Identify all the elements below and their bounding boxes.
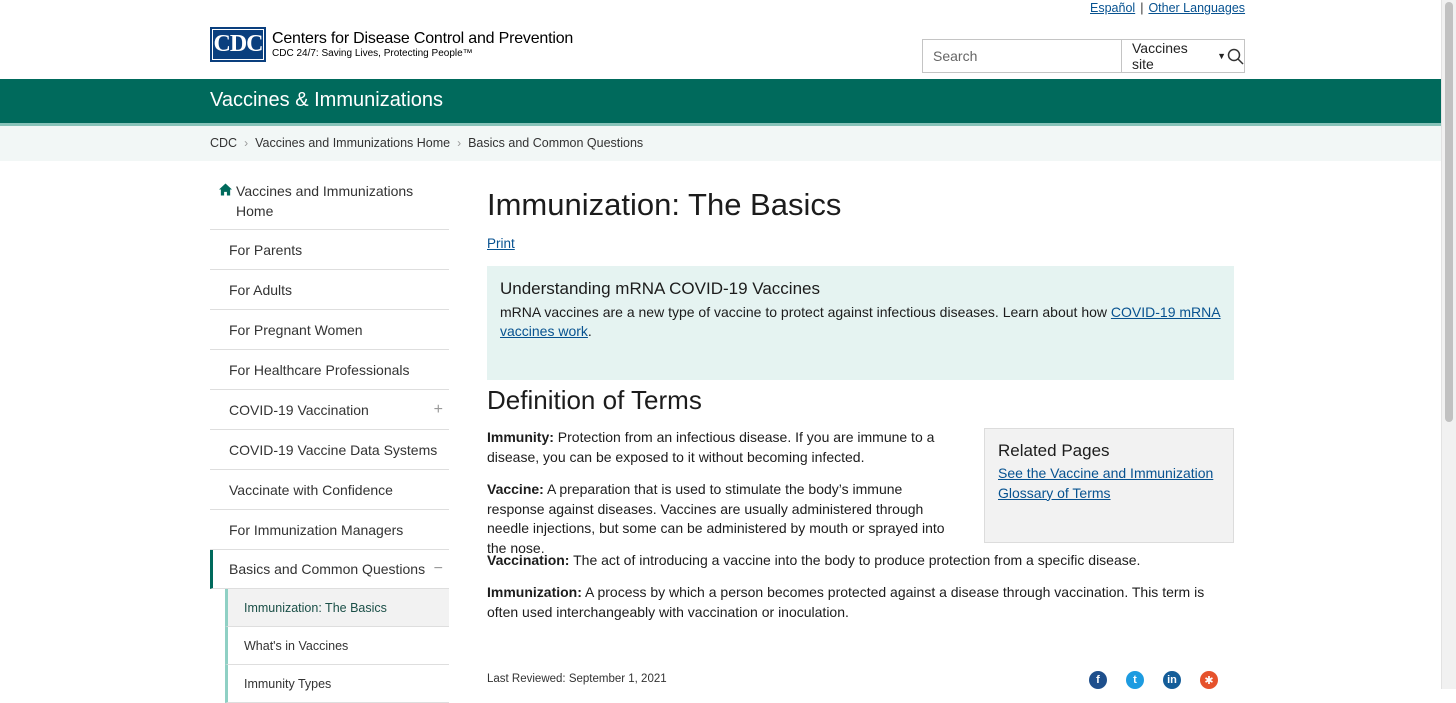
breadcrumb bbox=[0, 126, 1442, 161]
syndicate-icon[interactable]: ✱ bbox=[1200, 671, 1218, 689]
term-definition: A process by which a person becomes protected against a disease through vaccination. This term is often used interchangeably with vaccination or inoculation. bbox=[487, 584, 1205, 620]
sidebar-item-label: For Pregnant Women bbox=[229, 321, 363, 338]
sidebar-home-label: Vaccines and Immunizations Home bbox=[236, 183, 414, 219]
breadcrumb-vaccines-home[interactable]: Vaccines and Immunizations Home bbox=[255, 136, 451, 150]
callout-title: Understanding mRNA COVID-19 Vaccines bbox=[500, 279, 820, 298]
mrna-callout bbox=[487, 266, 1234, 380]
term-definition: A preparation that is used to stimulate the body’s immune response against diseases. Vaccines are usually administered through needle injections, but some can be administered by mouth or sprayed into the nose. bbox=[487, 481, 945, 556]
term-label: Immunization: bbox=[487, 584, 582, 600]
sidebar-nav bbox=[210, 175, 449, 703]
sidebar-item-immunization-managers[interactable] bbox=[210, 510, 449, 550]
sidebar-item-label: Basics and Common Questions bbox=[229, 561, 426, 577]
social-share bbox=[1089, 671, 1218, 689]
term-definition: Protection from an infectious disease. If you are immune to a disease, you can be exposed to it without becoming infected. bbox=[487, 429, 935, 465]
sidebar-subitem-label: What's in Vaccines bbox=[244, 638, 349, 653]
language-links bbox=[1090, 1, 1245, 15]
sidebar-item-adults[interactable] bbox=[210, 270, 449, 310]
expand-plus-icon[interactable]: + bbox=[433, 400, 443, 418]
term-immunity bbox=[487, 428, 972, 467]
sidebar-item-covid-vaccination[interactable] bbox=[210, 390, 449, 430]
sidebar-item-covid-data-systems[interactable] bbox=[210, 430, 449, 470]
sidebar-subitem-label: Immunization: The Basics bbox=[244, 600, 387, 615]
logo-text bbox=[272, 29, 573, 60]
sidebar-item-label: For Healthcare Professionals bbox=[229, 361, 410, 378]
cdc-logo[interactable] bbox=[210, 27, 573, 62]
main-content bbox=[487, 185, 1234, 687]
sidebar-subitem-immunity-types[interactable] bbox=[225, 665, 449, 703]
search-bar bbox=[922, 39, 1245, 73]
chevron-right-icon: › bbox=[457, 136, 462, 150]
site-title[interactable]: Vaccines & Immunizations bbox=[210, 89, 444, 111]
search-scope-dropdown[interactable] bbox=[1122, 40, 1226, 72]
cdc-logo-mark: CDC bbox=[210, 27, 266, 62]
term-definition: The act of introducing a vaccine into the body to produce protection from a specific disease. bbox=[569, 552, 1141, 568]
linkedin-icon[interactable]: in bbox=[1163, 671, 1181, 689]
sidebar-item-label: Vaccinate with Confidence bbox=[229, 481, 393, 498]
sidebar-item-parents[interactable] bbox=[210, 230, 449, 270]
scrollbar-thumb[interactable] bbox=[1445, 2, 1453, 422]
term-vaccination bbox=[487, 551, 1232, 571]
callout-end: . bbox=[587, 323, 592, 339]
sidebar-subitem-immunization-basics[interactable] bbox=[225, 589, 449, 627]
twitter-icon[interactable]: t bbox=[1126, 671, 1144, 689]
term-label: Vaccination: bbox=[487, 552, 570, 568]
chevron-right-icon: › bbox=[244, 136, 249, 150]
espanol-link[interactable]: Español bbox=[1090, 1, 1136, 15]
caret-down-icon: ▼ bbox=[1217, 51, 1226, 61]
search-input[interactable] bbox=[923, 40, 1122, 72]
sidebar-subitem-whats-in-vaccines[interactable] bbox=[225, 627, 449, 665]
breadcrumb-cdc[interactable]: CDC bbox=[210, 136, 238, 150]
sidebar-item-label: For Immunization Managers bbox=[229, 521, 404, 538]
sidebar-item-label: For Adults bbox=[229, 281, 293, 298]
sidebar-item-label: COVID-19 Vaccine Data Systems bbox=[229, 441, 438, 458]
related-pages-box bbox=[984, 428, 1234, 543]
sidebar-item-label: COVID-19 Vaccination bbox=[229, 401, 369, 418]
collapse-minus-icon[interactable]: − bbox=[433, 560, 443, 577]
sidebar-item-vaccinate-confidence[interactable] bbox=[210, 470, 449, 510]
logo-title: Centers for Disease Control and Prevention bbox=[272, 30, 574, 47]
magnifier-icon bbox=[1227, 48, 1244, 65]
sidebar-item-basics[interactable] bbox=[210, 550, 449, 589]
page-scrollbar[interactable] bbox=[1441, 0, 1456, 689]
language-separator: | bbox=[1140, 1, 1144, 15]
sidebar-item-home[interactable] bbox=[210, 175, 449, 230]
last-reviewed: Last Reviewed: September 1, 2021 bbox=[487, 673, 667, 685]
breadcrumb-basics[interactable]: Basics and Common Questions bbox=[468, 136, 644, 150]
term-immunization bbox=[487, 583, 1222, 622]
search-button[interactable] bbox=[1226, 40, 1244, 72]
sidebar-subitem-label: Immunity Types bbox=[244, 676, 332, 691]
site-banner bbox=[0, 79, 1442, 126]
mrna-vaccines-link[interactable]: COVID-19 mRNA vaccines work bbox=[500, 304, 1221, 339]
related-pages-title: Related Pages bbox=[998, 441, 1110, 460]
term-vaccine bbox=[487, 480, 962, 558]
home-icon bbox=[219, 183, 232, 196]
callout-body bbox=[500, 303, 1221, 341]
print-link[interactable]: Print bbox=[487, 236, 515, 251]
glossary-link[interactable]: See the Vaccine and Immunization Glossary of Terms bbox=[998, 465, 1214, 501]
logo-tagline: CDC 24/7: Saving Lives, Protecting People™ bbox=[272, 48, 473, 59]
sidebar-item-label: For Parents bbox=[229, 241, 303, 258]
search-scope-label: Vaccines site bbox=[1132, 40, 1188, 72]
facebook-icon[interactable]: f bbox=[1089, 671, 1107, 689]
callout-text: mRNA vaccines are a new type of vaccine to protect against infectious diseases. Learn about how bbox=[500, 304, 1111, 320]
sidebar-item-healthcare-professionals[interactable] bbox=[210, 350, 449, 390]
page-title: Immunization: The Basics bbox=[487, 187, 842, 222]
other-languages-link[interactable]: Other Languages bbox=[1148, 1, 1246, 15]
section-title: Definition of Terms bbox=[487, 385, 702, 415]
sidebar-item-pregnant-women[interactable] bbox=[210, 310, 449, 350]
term-label: Vaccine: bbox=[487, 481, 544, 497]
term-label: Immunity: bbox=[487, 429, 554, 445]
